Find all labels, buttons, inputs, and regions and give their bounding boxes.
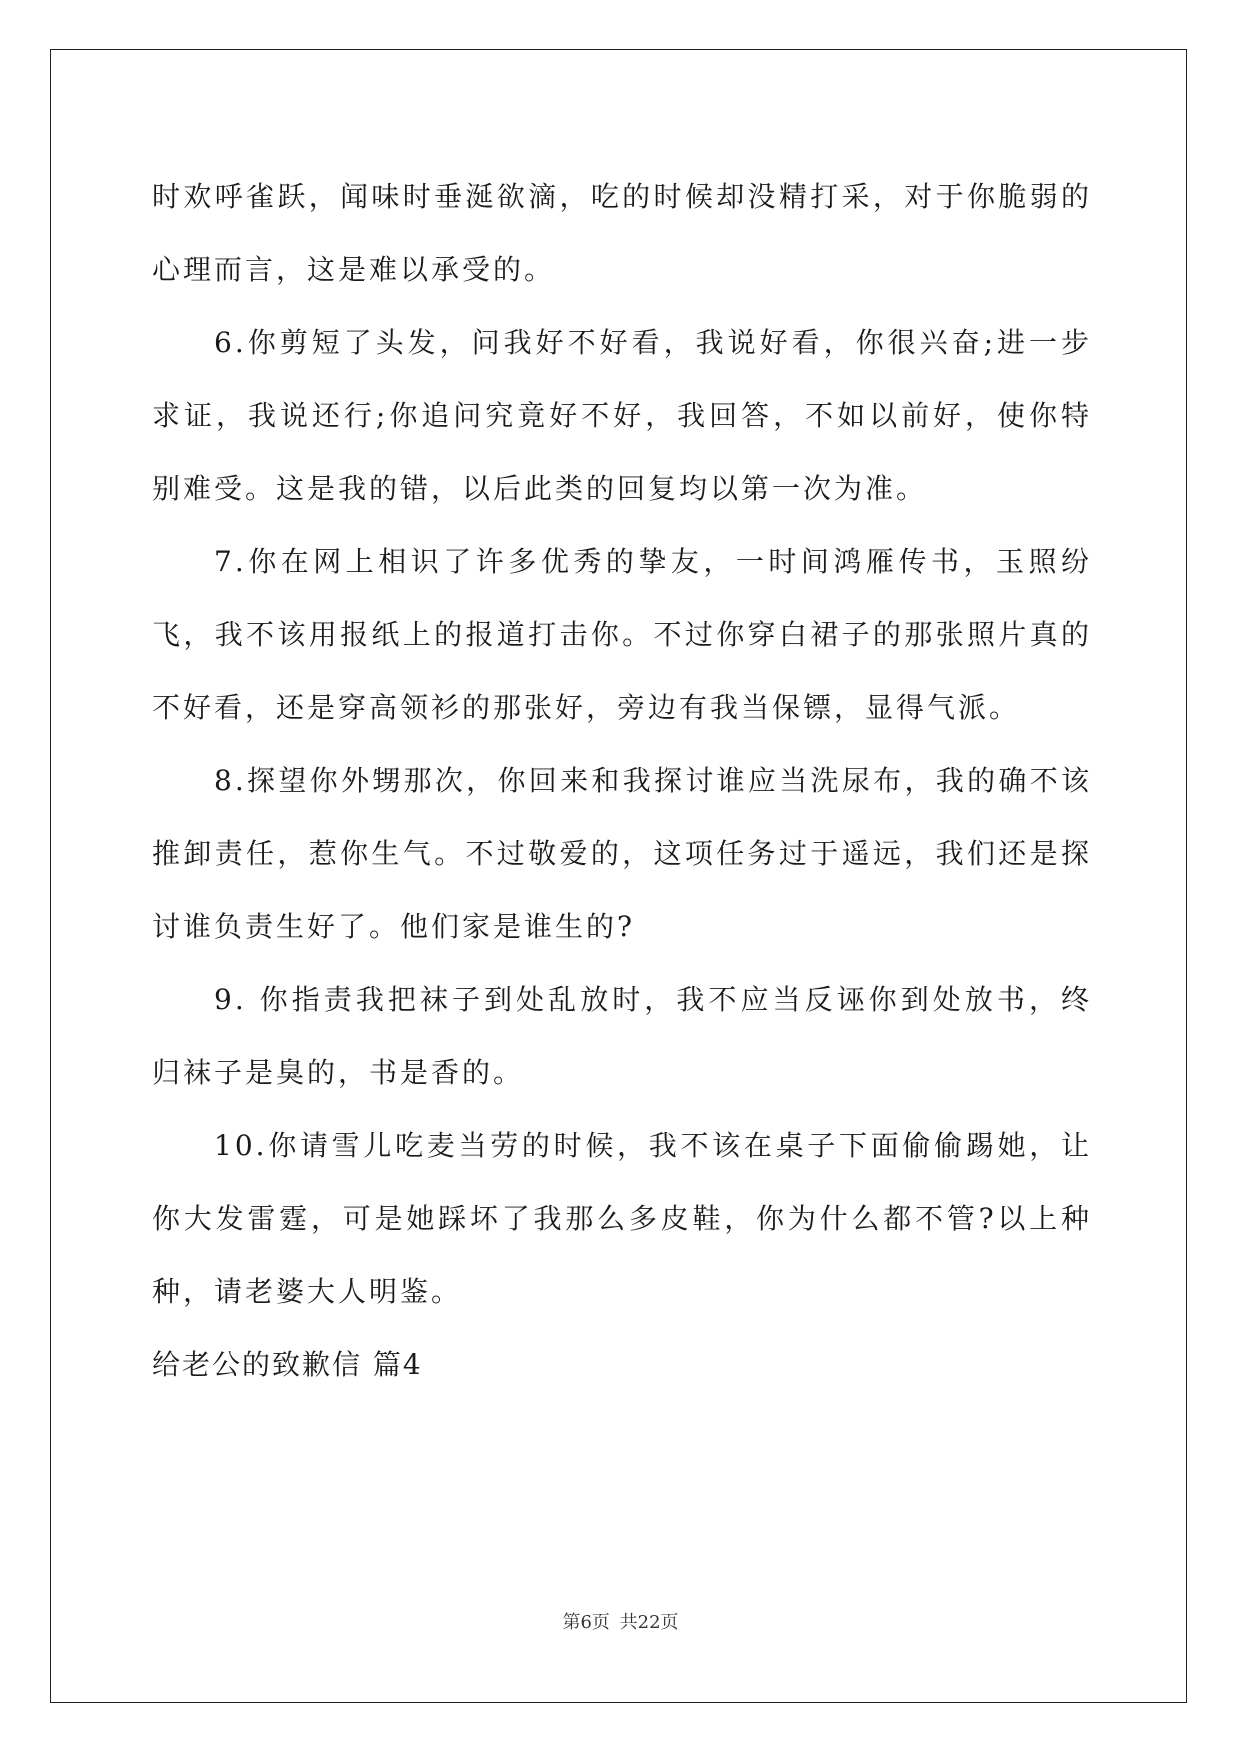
paragraph-continuation: 时欢呼雀跃，闻味时垂涎欲滴，吃的时候却没精打采，对于你脆弱的心理而言，这是难以承受的。 [152,180,1092,286]
paragraph-item-8: 8.探望你外甥那次，你回来和我探讨谁应当洗尿布，我的确不该推卸责任，惹你生气。不过敬爱的，这项任务过于遥远，我们还是探讨谁负责生好了。他们家是谁生的? [152,764,1092,943]
section-heading: 给老公的致歉信 篇4 [152,1348,423,1381]
page-footer [0,1608,1241,1634]
paragraph-item-9: 9. 你指责我把袜子到处乱放时，我不应当反诬你到处放书，终归袜子是臭的，书是香的。 [152,983,1092,1089]
page-total: 共22页 [619,1612,679,1633]
page-number: 第6页 [562,1612,610,1633]
paragraph-item-10: 10.你请雪儿吃麦当劳的时候，我不该在桌子下面偷偷踢她，让你大发雷霆，可是她踩坏了我那么多皮鞋，你为什么都不管?以上种种，请老婆大人明鉴。 [152,1129,1092,1308]
paragraph-item-7: 7.你在网上相识了许多优秀的挚友，一时间鸿雁传书，玉照纷飞，我不该用报纸上的报道打击你。不过你穿白裙子的那张照片真的不好看，还是穿高领衫的那张好，旁边有我当保镖，显得气派。 [152,545,1092,724]
paragraph-item-6: 6.你剪短了头发，问我好不好看，我说好看，你很兴奋;进一步求证，我说还行;你追问究竟好不好，我回答，不如以前好，使你特别难受。这是我的错，以后此类的回复均以第一次为准。 [152,326,1092,505]
document-body [152,160,1092,1401]
